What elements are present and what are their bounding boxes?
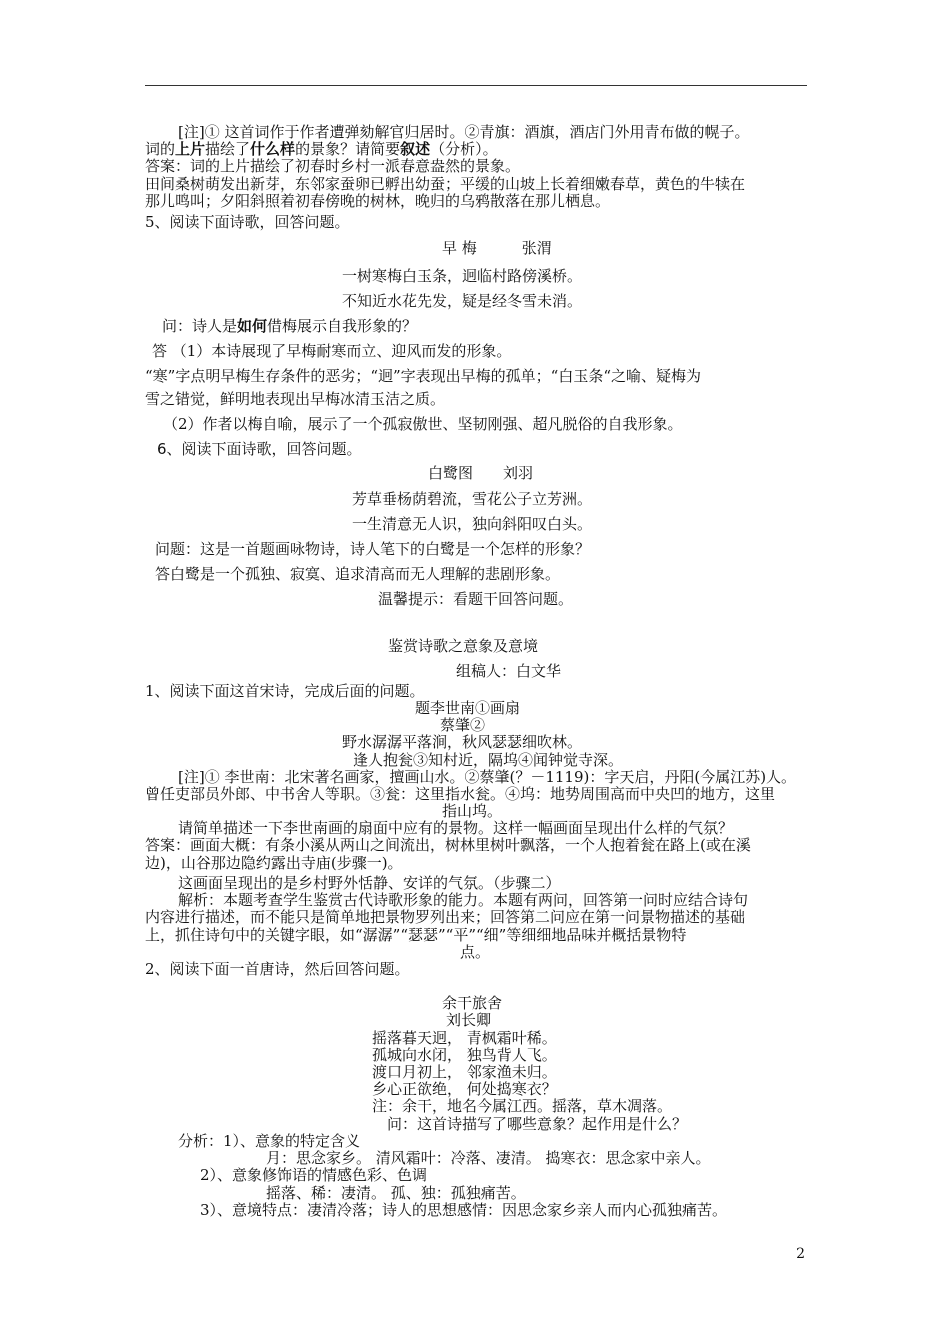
text-line-31: 指山坞。 (442, 802, 503, 820)
text-line-45: 渡口月初上， 邻家渔未归。 (372, 1063, 557, 1081)
text-line-51: 2）、意象修饰语的情感色彩、色调 (200, 1166, 428, 1184)
text-line-25: 题李世南①画扇 (415, 699, 521, 717)
text-line-26: 蔡肇② (440, 716, 486, 734)
bold-keyword: 如何 (237, 317, 268, 335)
text-line-15: 6、阅读下面诗歌，回答问题。 (157, 440, 362, 458)
page-number: 2 (796, 1246, 805, 1262)
text-line-34: 边)，山谷那边隐约露出寺庙(步骤一)。 (145, 854, 403, 872)
text-line-36: 解析：本题考查学生鉴赏古代诗歌形象的能力。本题有两问，回答第一问时应结合诗句 (178, 891, 749, 909)
text-line-18: 一生清意无人识，独向斜阳叹白头。 (352, 515, 593, 533)
text-line-52: 摇落、稀：凄清。 孤、独：孤独痛苦。 (266, 1184, 526, 1202)
text-line-43: 摇落暮天迥， 青枫霜叶稀。 (372, 1029, 557, 1047)
text-line-19: 问题：这是一首题画咏物诗，诗人笔下的白鹭是一个怎样的形象？ (155, 540, 591, 558)
text-line-33: 答案：画面大概：有条小溪从两山之间流出，树林里树叶飘落，一个人抱着瓮在路上(或在溪 (145, 836, 751, 854)
text-run: 的景象？请简要 (295, 140, 401, 158)
text-line-1: [注]① 这首词作于作者遭弹劾解官归居时。②青旗：酒旗，酒店门外用青布做的幌子。 (178, 123, 750, 141)
text-line-50: 月：思念家乡。 清风霜叶：冷落、凄清。 捣寒衣：思念家中亲人。 (266, 1149, 711, 1167)
text-line-8: 一树寒梅白玉条，迥临村路傍溪桥。 (342, 267, 583, 285)
text-line-28: 逢人抱瓮③知村近，隔坞④闻钟觉寺深。 (353, 751, 624, 769)
text-run: （分析）。 (430, 140, 498, 158)
text-line-5: 那儿鸣叫；夕阳斜照着初春傍晚的树林，晚归的乌鸦散落在那儿栖息。 (145, 192, 611, 210)
bold-keyword: 上片 (175, 140, 206, 158)
text-line-41: 余干旅舍 (442, 994, 503, 1012)
text-line-3: 答案：词的上片描绘了初春时乡村一派春意盎然的景象。 (145, 157, 521, 175)
text-line-40: 2、阅读下面一首唐诗，然后回答问题。 (145, 960, 410, 978)
text-line-17: 芳草垂杨荫碧流，雪花公子立芳洲。 (352, 490, 593, 508)
text-line-2 (145, 141, 498, 158)
text-line-11: 答 （1）本诗展现了早梅耐寒而立、迎风而发的形象。 (152, 342, 512, 360)
text-line-14: （2）作者以梅自喻，展示了一个孤寂傲世、坚韧刚强、超凡脱俗的自我形象。 (163, 415, 683, 433)
text-line-10 (162, 318, 417, 335)
text-line-13: 雪之错觉，鲜明地表现出早梅冰清玉洁之质。 (145, 390, 446, 408)
bold-keyword: 叙述 (400, 140, 431, 158)
text-line-46: 乡心正欲绝， 何处捣寒衣？ (372, 1080, 557, 1098)
text-line-9: 不知近水花先发，疑是经冬雪未消。 (342, 292, 583, 310)
text-line-29: [注]① 李世南：北宋著名画家，擅画山水。②蔡肇(？－1119)：字天启，丹阳(今属江苏)人。 (178, 768, 797, 786)
text-run: 借梅展示自我形象的？ (267, 317, 418, 335)
text-line-48: 问：这首诗描写了哪些意象？起作用是什么？ (387, 1115, 688, 1133)
text-line-16: 白鹭图 刘羽 (428, 464, 534, 482)
text-line-39: 点。 (460, 943, 491, 961)
header-rule (145, 85, 807, 86)
text-line-38: 上，抓住诗句中的关键字眼，如“潺潺”“瑟瑟”“平”“细”等细细地品味并概括景物特 (145, 926, 687, 944)
text-line-24: 1、阅读下面这首宋诗，完成后面的问题。 (145, 682, 425, 700)
text-line-47: 注：余干，地名今属江西。摇落，草木凋落。 (372, 1097, 673, 1115)
text-line-37: 内容进行描述，而不能只是简单地把景物罗列出来；回答第二问应在第一问景物描述的基础 (145, 908, 746, 926)
text-line-42: 刘长卿 (446, 1011, 492, 1029)
text-line-35: 这画面呈现出的是乡村野外恬静、安详的气氛。（步骤二） (178, 874, 561, 892)
text-line-53: 3）、意境特点：凄清冷落；诗人的思想感情：因思念家乡亲人而内心孤独痛苦。 (200, 1201, 728, 1219)
text-line-44: 孤城向水闭， 独鸟背人飞。 (372, 1046, 557, 1064)
text-line-21: 温馨提示：看题干回答问题。 (378, 590, 574, 608)
text-line-23: 组稿人：白文华 (456, 662, 562, 680)
text-line-6: 5、阅读下面诗歌，回答问题。 (145, 213, 350, 231)
text-line-22: 鉴赏诗歌之意象及意境 (388, 637, 539, 655)
text-line-7: 早 梅 张渭 (442, 239, 552, 257)
bold-keyword: 什么样 (250, 140, 296, 158)
text-line-12: “寒”字点明早梅生存条件的恶劣；“迥”字表现出早梅的孤单；“白玉条“之喻、疑梅为 (145, 367, 702, 385)
text-line-32: 请简单描述一下李世南画的扇面中应有的景物。这样一幅画面呈现出什么样的气氛？ (178, 819, 734, 837)
text-line-49: 分析：1）、意象的特定含义 (178, 1132, 361, 1150)
text-line-30: 曾任吏部员外郎、中书舍人等职。③瓮：这里指水瓮。④坞：地势周围高而中央凹的地方，这里 (145, 785, 776, 803)
text-run: 词的 (145, 140, 176, 158)
text-line-27: 野水潺潺平落涧，秋风瑟瑟细吹林。 (342, 733, 583, 751)
text-line-4: 田间桑树萌发出新芽，东邻家蚕卵已孵出幼蚕；平缓的山坡上长着细嫩春草，黄色的牛犊在 (145, 175, 746, 193)
text-run: 描绘了 (205, 140, 251, 158)
text-run: 问：诗人是 (162, 317, 238, 335)
text-line-20: 答白鹭是一个孤独、寂寞、追求清高而无人理解的悲剧形象。 (155, 565, 561, 583)
